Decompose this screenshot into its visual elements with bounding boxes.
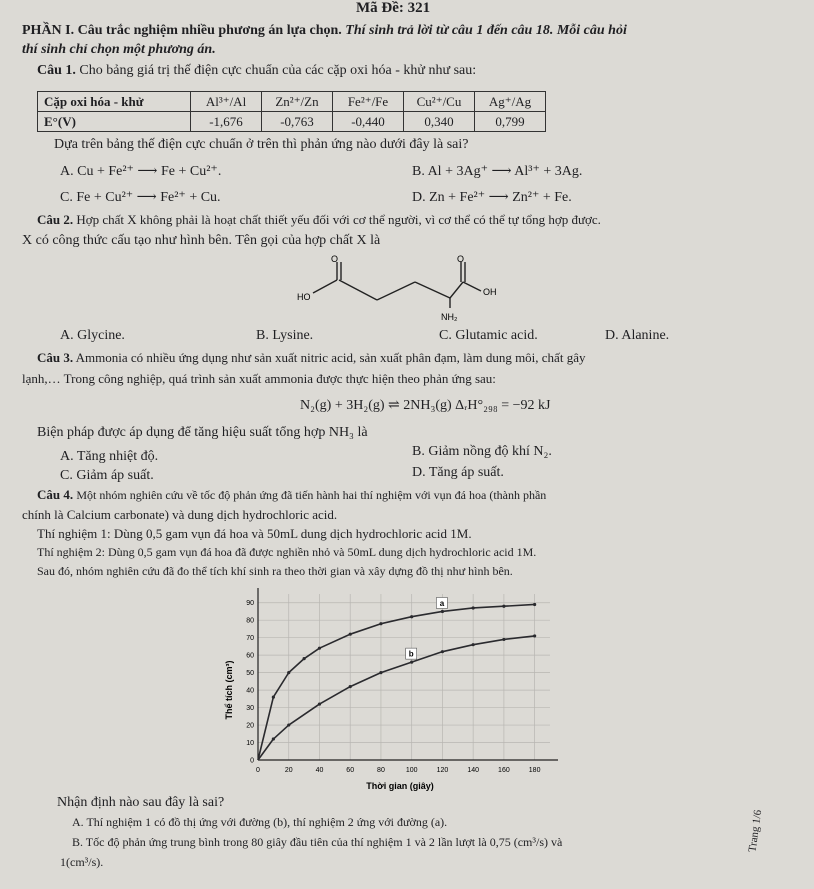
q3-text-1: Ammonia có nhiều ứng dụng như sản xuất nitric acid, sản xuất phân đạm, làm dung môi, chất gây [75, 350, 586, 365]
q4-text-2: chính là Calcium carbonate) và dung dịch hydrochloric acid. [22, 507, 338, 522]
part1-instruction: Thí sinh trả lời từ câu 1 đến câu 18. Mỗi câu hỏi [345, 23, 627, 38]
q4-prompt: Nhận định nào sau đây là sai? [57, 795, 225, 810]
data-point [502, 605, 505, 608]
table-cell: Zn²⁺/Zn [262, 92, 333, 112]
data-point [441, 650, 444, 653]
q2-stem [37, 212, 601, 228]
data-point [410, 615, 413, 618]
q1-option-c[interactable]: C. Fe + Cu²⁺ ⟶ Fe²⁺ + Cu. [60, 190, 221, 205]
series-tag-a: a [439, 598, 445, 608]
q4-label: Câu 4. [37, 487, 74, 502]
chart-x-label: Thời gian (giây) [366, 781, 434, 791]
q1-label: Câu 1. [37, 63, 76, 78]
y-tick-label: 20 [246, 722, 254, 730]
y-tick-label: 50 [246, 670, 254, 678]
y-tick-label: 60 [246, 652, 254, 660]
y-tick-label: 40 [246, 687, 254, 695]
y-tick-label: 80 [246, 617, 254, 625]
table-cell: Cu²⁺/Cu [404, 92, 475, 112]
q2-text-1: Hợp chất X không phải là hoạt chất thiết yếu đối với cơ thể người, vì cơ thể có thể tự tổng hợp được. [76, 212, 601, 227]
y-tick-label: 30 [246, 705, 254, 713]
data-point [272, 737, 275, 740]
table-cell: 0,799 [475, 112, 546, 132]
glutamic-acid-structure [285, 252, 535, 324]
q2-option-a[interactable]: A. Glycine. [60, 328, 125, 343]
electrode-potential-table [37, 91, 546, 132]
data-point [303, 657, 306, 660]
table-cell: -0,763 [262, 112, 333, 132]
table-cell: Cặp oxi hóa - khử [38, 92, 191, 112]
struct-o1: O [331, 254, 339, 264]
part1-heading [22, 23, 627, 39]
x-tick-label: 60 [346, 767, 355, 774]
q3-option-b[interactable]: B. Giảm nồng độ khí N₂. [412, 444, 552, 459]
q4-option-b-continued: 1(cm³/s). [60, 855, 104, 869]
q3-stem [37, 350, 585, 366]
data-point [287, 671, 290, 674]
chart-y-label: Thể tích (cm³) [224, 660, 234, 720]
struct-ho: HO [297, 292, 311, 302]
q2-option-b[interactable]: B. Lysine. [256, 328, 314, 343]
part1-title: PHẦN I. Câu trắc nghiệm nhiều phương án lựa chọn. [22, 23, 342, 38]
q4-exp-2: Thí nghiệm 2: Dùng 0,5 gam vụn đá hoa đã được nghiền nhỏ và 50mL dung dịch hydrochloric acid 1M. [37, 545, 537, 559]
x-tick-label: 180 [528, 767, 541, 774]
struct-nh2: NH₂ [441, 312, 458, 322]
q2-label: Câu 2. [37, 212, 74, 227]
data-point [318, 647, 321, 650]
x-tick-label: 160 [498, 767, 510, 774]
q2-option-d[interactable]: D. Alanine. [605, 328, 670, 343]
series-tag-b: b [408, 649, 414, 659]
table-cell: Fe²⁺/Fe [333, 92, 404, 112]
chart-axes [258, 588, 558, 760]
q3-equation: N₂(g) + 3H₂(g) ⇌ 2NH₃(g) ΔᵣH°₂₉₈ = −92 kJ [300, 398, 551, 413]
data-point [410, 661, 413, 664]
data-point [318, 702, 321, 705]
data-point [502, 638, 505, 641]
q4-exp-1: Thí nghiệm 1: Dùng 0,5 gam vụn đá hoa và 50mL dung dịch hydrochloric acid 1M. [37, 526, 472, 541]
table-cell: Al³⁺/Al [191, 92, 262, 112]
data-point [441, 610, 444, 613]
data-point [349, 633, 352, 636]
x-tick-label: 0 [256, 767, 260, 774]
table-cell: E°(V) [38, 112, 191, 132]
data-point [287, 723, 290, 726]
q1-prompt: Dựa trên bảng thế điện cực chuẩn ở trên thì phản ứng nào dưới đây là sai? [54, 137, 469, 152]
y-tick-label: 0 [250, 757, 254, 765]
x-tick-label: 40 [315, 767, 324, 774]
q1-option-b[interactable]: B. Al + 3Ag⁺ ⟶ Al³⁺ + 3Ag. [412, 164, 583, 179]
table-cell: Ag⁺/Ag [475, 92, 546, 112]
data-point [472, 606, 475, 609]
table-cell: -1,676 [191, 112, 262, 132]
table-row [38, 112, 546, 132]
q4-text-1: Một nhóm nghiên cứu về tốc độ phản ứng đã tiến hành hai thí nghiệm với vụn đá hoa (thành phần [76, 488, 547, 502]
q3-prompt: Biện pháp được áp dụng để tăng hiệu suất tổng hợp NH₃ là [37, 425, 368, 440]
struct-o2: O [457, 254, 465, 264]
data-point [533, 603, 536, 606]
q3-label: Câu 3. [37, 350, 74, 365]
x-tick-label: 80 [377, 767, 385, 774]
x-tick-label: 20 [284, 767, 293, 774]
q2-text-2: X có công thức cấu tạo như hình bên. Tên gọi của hợp chất X là [22, 233, 381, 248]
part1-instruction-2: thí sinh chỉ chọn một phương án. [22, 42, 216, 57]
y-tick-label: 70 [246, 635, 254, 643]
q4-stem [37, 487, 546, 503]
q3-text-2: lạnh,… Trong công nghiệp, quá trình sản xuất ammonia được thực hiện theo phản ứng sau: [22, 371, 496, 386]
exam-code: Mã Đề: 321 [356, 0, 431, 16]
q1-option-d[interactable]: D. Zn + Fe²⁺ ⟶ Zn²⁺ + Fe. [412, 190, 572, 205]
data-point [533, 634, 536, 637]
table-cell: 0,340 [404, 112, 475, 132]
q4-option-a[interactable]: A. Thí nghiệm 1 có đồ thị ứng với đường (b), thí nghiệm 2 ứng với đường (a). [72, 815, 448, 829]
q3-option-d[interactable]: D. Tăng áp suất. [412, 465, 504, 480]
q1-text: Cho bảng giá trị thế điện cực chuẩn của các cặp oxi hóa - khử như sau: [79, 63, 477, 78]
data-point [379, 671, 382, 674]
data-point [272, 695, 275, 698]
chart-lines [258, 597, 536, 760]
x-tick-label: 120 [436, 767, 449, 774]
x-tick-label: 100 [405, 767, 418, 774]
series-line-a [258, 604, 535, 760]
q4-text-3: Sau đó, nhóm nghiên cứu đã đo thể tích khí sinh ra theo thời gian và xây dựng đồ thị như hình bên. [37, 564, 513, 578]
series-line-b [258, 636, 535, 760]
table-header-row [38, 92, 546, 112]
data-point [472, 643, 475, 646]
x-tick-label: 140 [467, 767, 480, 774]
table-cell: -0,440 [333, 112, 404, 132]
q1-stem [37, 63, 476, 79]
q3-option-a[interactable]: A. Tăng nhiệt độ. [60, 449, 159, 464]
page-number: Trang 1/6 [746, 809, 765, 853]
gas-volume-chart [210, 582, 570, 797]
data-point [379, 622, 382, 625]
data-point [349, 685, 352, 688]
q4-option-b[interactable]: B. Tốc độ phản ứng trung bình trong 80 giây đầu tiên của thí nghiệm 1 và 2 lần lượt là 0,75 (cm³/s) và [72, 835, 563, 849]
q1-option-a[interactable]: A. Cu + Fe²⁺ ⟶ Fe + Cu²⁺. [60, 164, 222, 179]
y-tick-label: 90 [246, 600, 254, 608]
chart-ticks [246, 600, 540, 774]
q3-option-c[interactable]: C. Giảm áp suất. [60, 468, 154, 483]
struct-oh: OH [483, 287, 497, 297]
y-tick-label: 10 [246, 740, 254, 748]
q2-option-c[interactable]: C. Glutamic acid. [439, 328, 538, 343]
